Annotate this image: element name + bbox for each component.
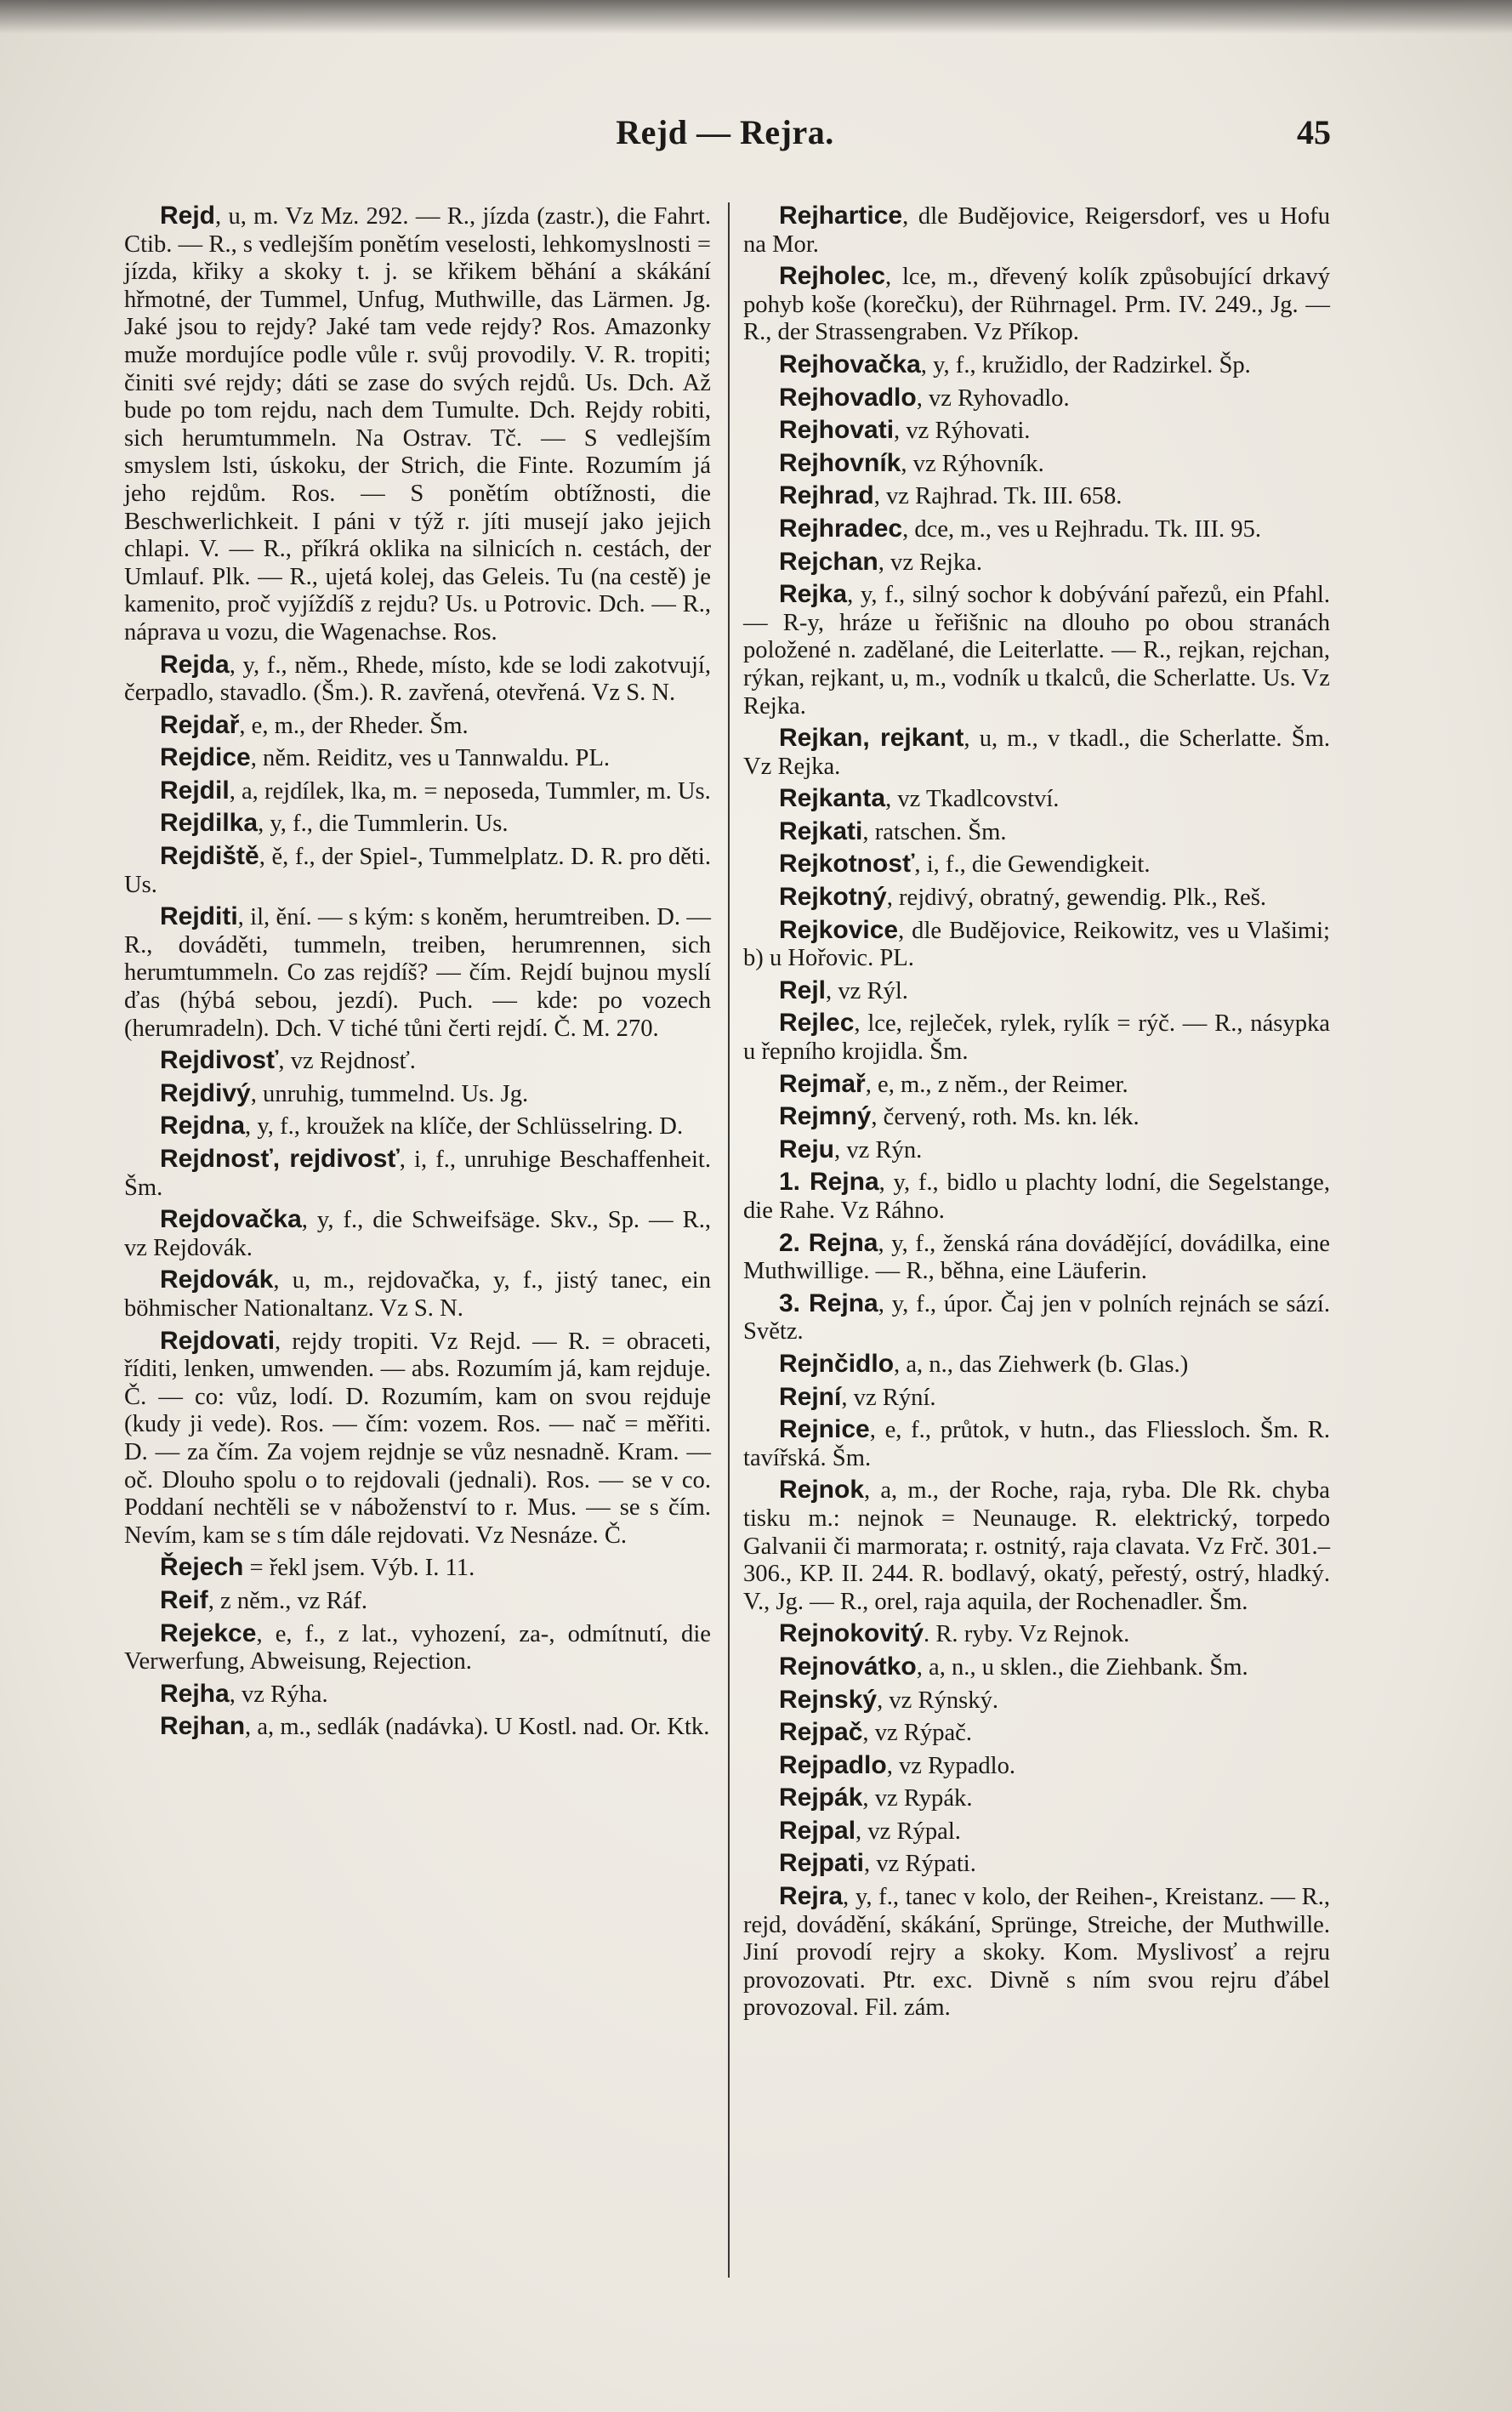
entry-definition: , a, n., das Ziehwerk (b. Glas.): [894, 1351, 1189, 1378]
entry-headword: Rejdovati: [160, 1326, 276, 1355]
entry-headword: Rejpák: [779, 1783, 863, 1812]
dictionary-entry: [743, 1230, 1330, 1286]
dictionary-entry: [124, 1047, 711, 1076]
entry-headword: Řejech: [160, 1553, 244, 1582]
entry-headword: Rejnský: [779, 1685, 878, 1714]
entry-headword: Rejditi: [160, 902, 238, 931]
entry-definition: , y, f., ženská rána dovádějící, dovádilka, eine Muthwillige. — R., běhna, eine Läuferin.: [743, 1230, 1330, 1285]
dictionary-entry: [743, 1476, 1330, 1616]
entry-headword: Rejdilka: [160, 809, 259, 838]
entry-headword: Rejdovačka: [160, 1205, 302, 1234]
dictionary-entry: [124, 712, 711, 741]
entry-headword: Rejdivosť: [160, 1046, 279, 1075]
entry-headword: Rejdna: [160, 1112, 246, 1141]
dictionary-entry: [743, 515, 1330, 544]
dictionary-entry: [743, 384, 1330, 413]
dictionary-entry: [743, 1818, 1330, 1846]
entry-definition: , a, rejdílek, lka, m. = neposeda, Tummler, m. Us.: [229, 777, 711, 805]
dictionary-entry: [743, 1384, 1330, 1413]
entry-headword: Rejhrad: [779, 481, 874, 510]
dictionary-entry: [743, 450, 1330, 479]
entry-headword: Rejdovák: [160, 1266, 274, 1294]
dictionary-entry: [743, 1103, 1330, 1132]
entry-definition: , e, f., z lat., vyhození, za-, odmítnutí, die Verwerfung, Abweisung, Rejection.: [124, 1620, 711, 1675]
entry-definition: , vz Tkadlcovství.: [885, 786, 1060, 813]
entry-definition: , vz Rýpal.: [855, 1818, 961, 1845]
entry-definition: , y, f., silný sochor k dobývání pařezů, ein Pfahl. — R-y, hráze u řeřišnic na dlouho po obou stranách položené n. zadělané, die Leiterlatte. — R., rejkan, rejchan, rýkan, rejkant, u, m., vodník u tkalců, die Scherlatte. Us. Vz Rejka.: [743, 582, 1330, 720]
dictionary-entry: [124, 1112, 711, 1141]
dictionary-entry: [743, 917, 1330, 973]
entry-definition: , vz Rýhovník.: [901, 450, 1044, 477]
entry-headword: Rejkati: [779, 816, 863, 845]
dictionary-entry: [743, 1653, 1330, 1682]
dictionary-entry: [124, 1713, 711, 1742]
entry-headword: Rejholec: [779, 262, 886, 291]
entry-definition: , i, f., unruhige Beschaffenheit. Šm.: [124, 1146, 711, 1201]
page-number: 45: [1297, 113, 1331, 151]
dictionary-entry: [124, 1206, 711, 1262]
entry-headword: Rejd: [160, 202, 216, 230]
text-columns: [124, 202, 1332, 2312]
entry-definition: , u, m. Vz Mz. 292. — R., jízda (zastr.), die Fahrt. Ctib. — R., s vedlejším ponětím veselosti, lehkomyslnosti = jízda, křiky a skoky t. j. se křikem běhání a skákání hřmotné, der Tummel, Unfug, Muthwille, das Lärmen. Jg. Jaké jsou to rejdy? Jaké tam vede rejdy? Ros. Amazonky muže mordujíce podle vůle r. svůj provodily. V. R. tropiti; činiti své rejdy; dáti se zase do svých rejdů. Us. Dch. Až bude po tom rejdu, nach dem Tumulte. Dch. Rejdy robiti, sich herumtummeln. Na Ostrav. Tč. — S vedlejším smyslem lsti, úskoku, der Strich, die Finte. Rozumím já jeho rejdům. Ros. — S ponětím obtížnosti, die Beschwerlichkeit. I páni v týž r. jíti musejí jako jejich chlapi. V. — R., příkrá oklika na silnicích n. cestách, der Umlauf. Plk. — R., ujetá kolej, das Geleis. Tu (na cestě) je kamenito, proč vyjíždíš z rejdu? Us. u Potrovic. Dch. — R., náprava u vozu, die Wagenachse. Ros.: [124, 203, 711, 646]
dictionary-entry: [124, 651, 711, 708]
dictionary-entry: [124, 1587, 711, 1616]
entry-definition: , ě, f., der Spiel-, Tummelplatz. D. R. pro děti. Us.: [124, 844, 711, 898]
dictionary-entry: [743, 1784, 1330, 1813]
dictionary-entry: [743, 1883, 1330, 2022]
entry-definition: , y, f., kroužek na klíče, der Schlüsselring. D.: [245, 1113, 684, 1141]
entry-headword: Rejdiště: [160, 842, 259, 871]
entry-definition: , rejdy tropiti. Vz Rejd. — R. = obraceti, říditi, lenken, umwenden. — abs. Rozumím já, kam rejduje. Č. — co: vůz, lodí. D. Rozumím, kam on svou rejduje (kudy ji vede). Ros. — čím: vozem. Ros. — nač = měřiti. D. — za čím. Za vojem rejdnje se vůz nesnadně. Kram. — oč. Dlouho spolu o to rejdovali (jednali). Ros. — se v co. Poddaní nechtěli se v náboženství to r. Mus. — se s čím. Nevím, kam se s tím dále rejdovati. Vz Nesnáze. Č.: [124, 1328, 711, 1549]
entry-headword: Rejchan: [779, 547, 878, 576]
entry-headword: Rejkanta: [779, 784, 886, 813]
entry-headword: Rejkovice: [779, 915, 899, 944]
dictionary-entry: [124, 777, 711, 806]
entry-headword: Rejha: [160, 1679, 230, 1708]
entry-definition: , dle Budějovice, Reigersdorf, ves u Hofu na Mor.: [743, 203, 1330, 258]
entry-definition: , z něm., vz Ráf.: [207, 1587, 368, 1614]
dictionary-entry: [743, 1351, 1330, 1380]
entry-definition: , vz Rypák.: [862, 1785, 973, 1812]
entry-definition: , y, f., něm., Rhede, místo, kde se lodi zakotvují, čerpadlo, stavadlo. (Šm.). R. zavřená, otevřená. Vz S. N.: [124, 651, 711, 707]
entry-definition: , vz Rejka.: [878, 549, 982, 576]
dictionary-entry: [743, 1071, 1330, 1100]
entry-headword: Rejhovník: [779, 448, 901, 477]
entry-headword: Rejka: [779, 580, 848, 609]
entry-headword: Rejnice: [779, 1415, 870, 1444]
entry-headword: Reif: [160, 1585, 208, 1614]
left-column: [124, 202, 711, 1746]
entry-headword: Rejda: [160, 650, 230, 679]
dictionary-entry: [743, 725, 1330, 781]
dictionary-entry: [124, 744, 711, 773]
dictionary-entry: [743, 482, 1330, 511]
entry-headword: Rejekce: [160, 1618, 257, 1647]
entry-definition: , vz Rýnský.: [877, 1687, 999, 1714]
entry-headword: Rejkotnosť: [779, 850, 915, 879]
entry-definition: , e, m., der Rheder. Šm.: [239, 712, 469, 739]
dictionary-entry: [124, 1681, 711, 1709]
entry-headword: Rejnok: [779, 1476, 865, 1505]
dictionary-entry: [124, 1266, 711, 1323]
entry-headword: Rejhartice: [779, 202, 903, 230]
entry-definition: , ratschen. Šm.: [862, 818, 1007, 845]
dictionary-entry: [743, 884, 1330, 913]
entry-headword: Rejdice: [160, 743, 251, 772]
entry-definition: , y, f., die Tummlerin. Us.: [258, 811, 509, 838]
entry-definition: , vz Ryhovadlo.: [916, 384, 1070, 412]
dictionary-entry: [743, 351, 1330, 380]
dictionary-entry: [743, 1687, 1330, 1715]
dictionary-entry: [124, 903, 711, 1043]
entry-definition: , vz Rýha.: [229, 1681, 328, 1708]
entry-definition: , vz Rýhovati.: [894, 418, 1031, 445]
entry-definition: , u, m., rejdovačka, y, f., jistý tanec, ein böhmischer Nationaltanz. Vz S. N.: [124, 1267, 711, 1322]
entry-headword: Rejmný: [779, 1102, 872, 1131]
entry-definition: , a, m., der Roche, raja, ryba. Dle Rk. chyba tisku m.: nejnok = Neunauge. R. elektrický, torpedo Galvanii či marmorata; r. ostnitý, raja clavata. Vz Frč. 301.–306., KP. II. 244. R. bodlavý, okatý, peřestý, ostrý, hladký. V., Jg. — R., orel, raja aquila, der Rochenadler. Šm.: [743, 1477, 1330, 1615]
dictionary-entry: [743, 417, 1330, 446]
entry-headword: Rejkotný: [779, 883, 887, 912]
entry-definition: , a, n., u sklen., die Ziehbank. Šm.: [916, 1653, 1248, 1681]
entry-definition: = řekl jsem. Výb. I. 11.: [243, 1555, 475, 1582]
page-header: [119, 112, 1331, 163]
dictionary-entry: [124, 843, 711, 899]
entry-headword: 2. Rejna: [779, 1228, 878, 1257]
entry-headword: 1. Rejna: [779, 1168, 879, 1197]
entry-definition: , a, m., sedlák (nadávka). U Kostl. nad. Or. Ktk.: [245, 1714, 710, 1741]
entry-definition: , lce, m., dřevený kolík způsobující drkavý pohyb koše (korečku), der Rührnagel. Prm. IV. 249., Jg. — R., der Strassengraben. Vz Příkop.: [743, 264, 1330, 346]
dictionary-entry: [124, 202, 711, 647]
entry-headword: Rejlec: [779, 1009, 855, 1038]
entry-definition: , vz Rejdnosť.: [278, 1048, 416, 1075]
entry-headword: Rejnokovitý: [779, 1619, 924, 1648]
entry-definition: , červený, roth. Ms. kn. lék.: [871, 1104, 1140, 1131]
entry-headword: Rejhovadlo: [779, 383, 917, 412]
entry-headword: Rejl: [779, 976, 827, 1004]
dictionary-entry: [743, 1620, 1330, 1649]
entry-definition: , u, m., v tkadl., die Scherlatte. Šm. Vz Rejka.: [743, 725, 1330, 780]
entry-definition: , vz Rajhrad. Tk. III. 658.: [873, 483, 1123, 510]
dictionary-entry: [124, 1554, 711, 1583]
dictionary-entry: [743, 263, 1330, 347]
dictionary-entry: [743, 1290, 1330, 1346]
entry-definition: , e, f., průtok, v hutn., das Fliessloch. Šm. R. tavířská. Šm.: [743, 1417, 1330, 1471]
dictionary-entry: [743, 1752, 1330, 1781]
entry-definition: , i, f., die Gewendigkeit.: [914, 851, 1151, 879]
entry-headword: Rejnovátko: [779, 1652, 917, 1681]
running-head: Rejd — Rejra.: [616, 113, 834, 151]
entry-definition: , y, f., bidlo u plachty lodní, die Segelstange, die Rahe. Vz Ráhno.: [743, 1169, 1330, 1224]
entry-headword: Rejmař: [779, 1069, 866, 1098]
dictionary-entry: [743, 1416, 1330, 1472]
dictionary-entry: [743, 1136, 1330, 1165]
dictionary-entry: [743, 850, 1330, 879]
entry-definition: , y, f., kružidlo, der Radzirkel. Šp.: [920, 351, 1251, 378]
dictionary-entry: [743, 549, 1330, 577]
entry-definition: , y, f., die Schweifsäge. Skv., Sp. — R., vz Rejdovák.: [124, 1207, 711, 1261]
entry-headword: Rejpal: [779, 1816, 856, 1845]
entry-headword: Rejra: [779, 1882, 844, 1911]
dictionary-entry: [124, 1146, 711, 1202]
entry-definition: , dce, m., ves u Rejhradu. Tk. III. 95.: [902, 515, 1262, 543]
right-column: [743, 202, 1330, 2027]
dictionary-entry: [743, 1850, 1330, 1879]
entry-headword: Rejhradec: [779, 514, 903, 543]
column-divider: [728, 202, 730, 2278]
dictionary-entry: [124, 1328, 711, 1550]
entry-headword: Rejdivý: [160, 1078, 251, 1107]
dictionary-entry: [743, 818, 1330, 847]
dictionary-entry: [743, 785, 1330, 814]
dictionary-entry: [743, 1719, 1330, 1748]
dictionary-entry: [124, 1080, 711, 1109]
entry-headword: Reju: [779, 1135, 835, 1163]
entry-headword: Rejní: [779, 1382, 842, 1411]
entry-headword: Rejhovati: [779, 416, 895, 445]
entry-headword: Rejpač: [779, 1718, 863, 1747]
entry-definition: , rejdivý, obratný, gewendig. Plk., Reš.: [886, 885, 1267, 912]
entry-definition: , unruhig, tummelnd. Us. Jg.: [250, 1080, 529, 1107]
dictionary-entry: [124, 810, 711, 839]
entry-definition: , vz Rýpati.: [864, 1851, 976, 1878]
entry-headword: Rejdař: [160, 710, 240, 739]
entry-definition: , vz Rýl.: [826, 977, 908, 1004]
entry-definition: , y, f., tanec v kolo, der Reihen-, Kreistanz. — R., rejd, dovádění, skákání, Sprünge, Streiche, der Muthwille. Jiní provodí rejry a skoky. Kom. Myslivosť a rejru provozovati. Ptr. exc. Divně s ním svou rejru ďábel provozoval. Fil. zám.: [743, 1884, 1330, 2022]
entry-definition: , dle Budějovice, Reikowitz, ves u Vlašimi; b) u Hořovic. PL.: [743, 917, 1330, 972]
entry-definition: , vz Rýn.: [834, 1136, 923, 1163]
entry-headword: Rejdnosť, rejdivosť: [160, 1145, 400, 1173]
dictionary-entry: [743, 202, 1330, 259]
entry-definition: , e, m., z něm., der Reimer.: [865, 1071, 1128, 1098]
entry-definition: , vz Rypadlo.: [886, 1752, 1016, 1779]
dictionary-entry: [743, 977, 1330, 1006]
entry-headword: Rejhovačka: [779, 350, 921, 378]
dictionary-entry: [743, 1169, 1330, 1225]
dictionary-entry: [743, 581, 1330, 720]
entry-definition: , vz Rýní.: [841, 1384, 936, 1411]
entry-headword: Rejdil: [160, 776, 230, 805]
entry-headword: Rejnčidlo: [779, 1349, 895, 1378]
entry-headword: Rejkan, rejkant: [779, 724, 964, 753]
entry-definition: , lce, rejleček, rylek, rylík = rýč. — R., násypka u řepního krojidla. Šm.: [743, 1010, 1330, 1066]
entry-definition: , něm. Reiditz, ves u Tannwaldu. PL.: [250, 745, 611, 772]
dictionary-entry: [743, 1010, 1330, 1066]
scan-edge-shadow: [0, 0, 1512, 34]
entry-definition: . R. ryby. Vz Rejnok.: [924, 1621, 1130, 1648]
entry-headword: Rejpadlo: [779, 1750, 887, 1779]
entry-definition: , vz Rýpač.: [862, 1720, 973, 1747]
entry-definition: , il, ění. — s kým: s koněm, herumtreiben. D. — R., dováděti, tummeln, treiben, herumrennen, sich herumtummeln. Co zas rejdíš? — čím. Rejdí bujnou myslí ďas (hýbá sebou, jezdí). Puch. — kde: po vozech (herumradeln). Dch. V tiché tůni čerti rejdí. Č. M. 270.: [124, 904, 711, 1042]
entry-headword: Rejpati: [779, 1849, 865, 1878]
entry-definition: , y, f., úpor. Čaj jen v polních rejnách se sází. Světz.: [743, 1290, 1330, 1345]
entry-headword: Rejhan: [160, 1712, 246, 1741]
entry-headword: 3. Rejna: [779, 1288, 878, 1317]
dictionary-entry: [124, 1620, 711, 1676]
